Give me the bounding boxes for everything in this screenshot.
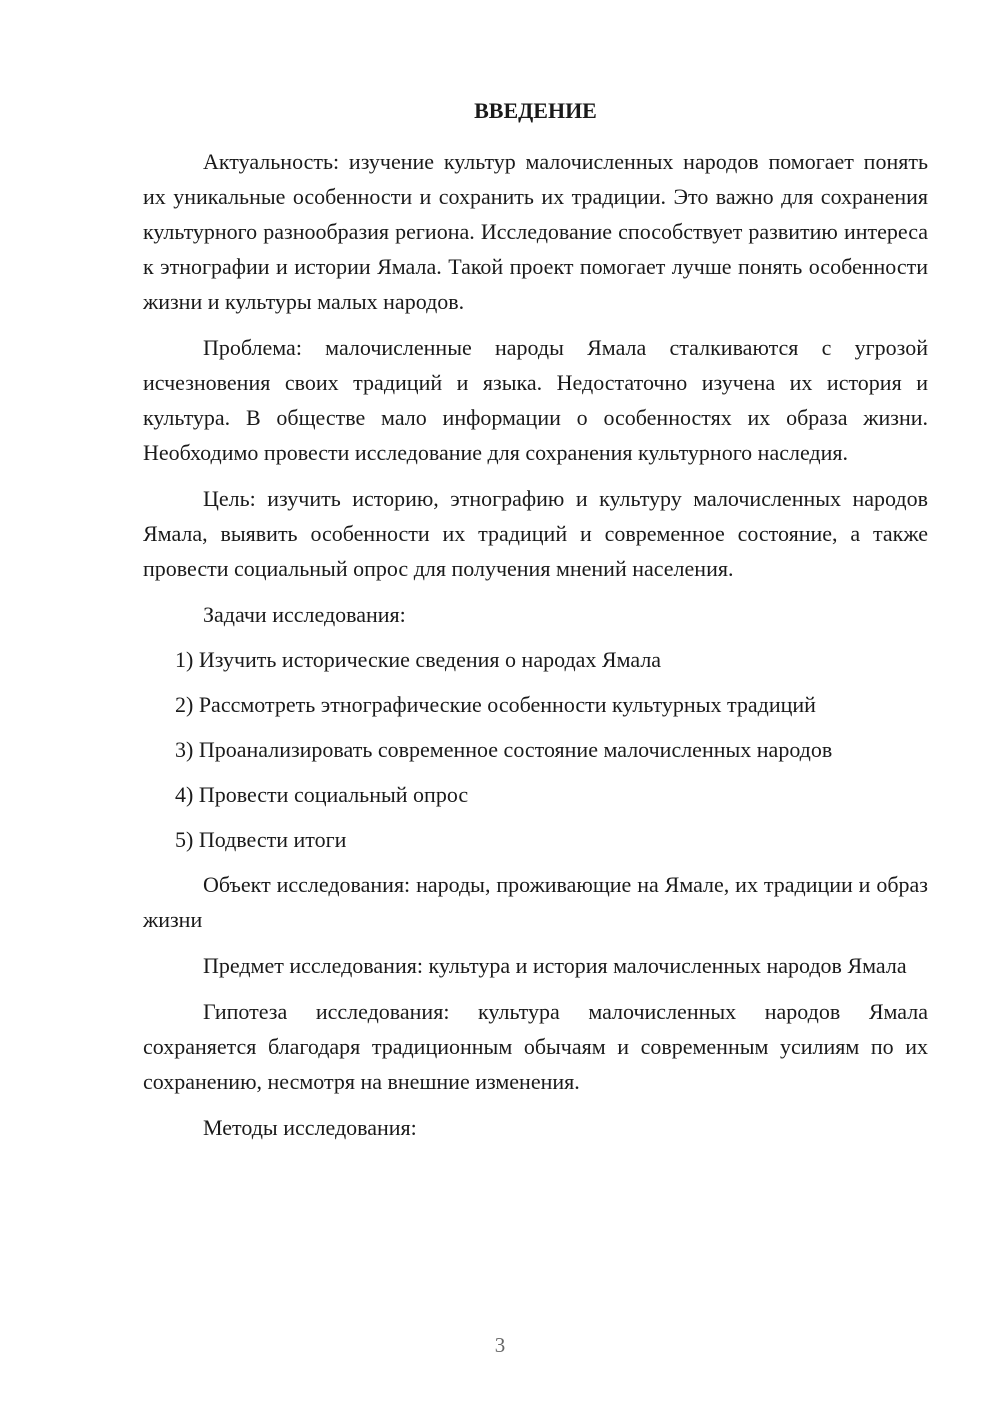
- tasks-heading: Задачи исследования:: [203, 602, 406, 627]
- problem-paragraph: Проблема: малочисленные народы Ямала сталкиваются с угрозой исчезновения своих традиций и языка. Недостаточно изучена их история и культура. В обществе мало информации о особенностях их образа жизни. Необходимо провести исследование для сохранения культурного наследия.: [143, 335, 928, 465]
- relevance-paragraph: Актуальность: изучение культур малочисленных народов помогает понять их уникальные особенности и сохранить их традиции. Это важно для сохранения культурного разнообразия региона. Исследование способствует развитию интереса к этнографии и истории Ямала. Такой проект помогает лучше понять особенности жизни и культуры малых народов.: [143, 149, 928, 314]
- page-number: 3: [494, 1333, 506, 1357]
- hypothesis-paragraph: Гипотеза исследования: культура малочисленных народов Ямала сохраняется благодаря традиционным обычаям и современным усилиям по их сохранению, несмотря на внешние изменения.: [143, 999, 928, 1094]
- object-paragraph: Объект исследования: народы, проживающие на Ямале, их традиции и образ жизни: [143, 872, 928, 932]
- task-item-2: 2) Рассмотреть этнографические особенности культурных традиций: [175, 692, 816, 717]
- methods-heading: Методы исследования:: [203, 1115, 417, 1140]
- tasks-list: [143, 642, 928, 857]
- subject-paragraph: Предмет исследования: культура и история малочисленных народов Ямала: [203, 953, 907, 978]
- task-item-3: 3) Проанализировать современное состояние малочисленных народов: [175, 737, 833, 762]
- task-item-1: 1) Изучить исторические сведения о народах Ямала: [175, 647, 662, 672]
- task-item-4: 4) Провести социальный опрос: [175, 782, 469, 807]
- document-page: [143, 93, 928, 1155]
- task-item-5: 5) Подвести итоги: [175, 827, 347, 852]
- goal-paragraph: Цель: изучить историю, этнографию и культуру малочисленных народов Ямала, выявить особенности их традиций и современное состояние, а также провести социальный опрос для получения мнений населения.: [143, 486, 928, 581]
- page-title: ВВЕДЕНИЕ: [474, 98, 597, 123]
